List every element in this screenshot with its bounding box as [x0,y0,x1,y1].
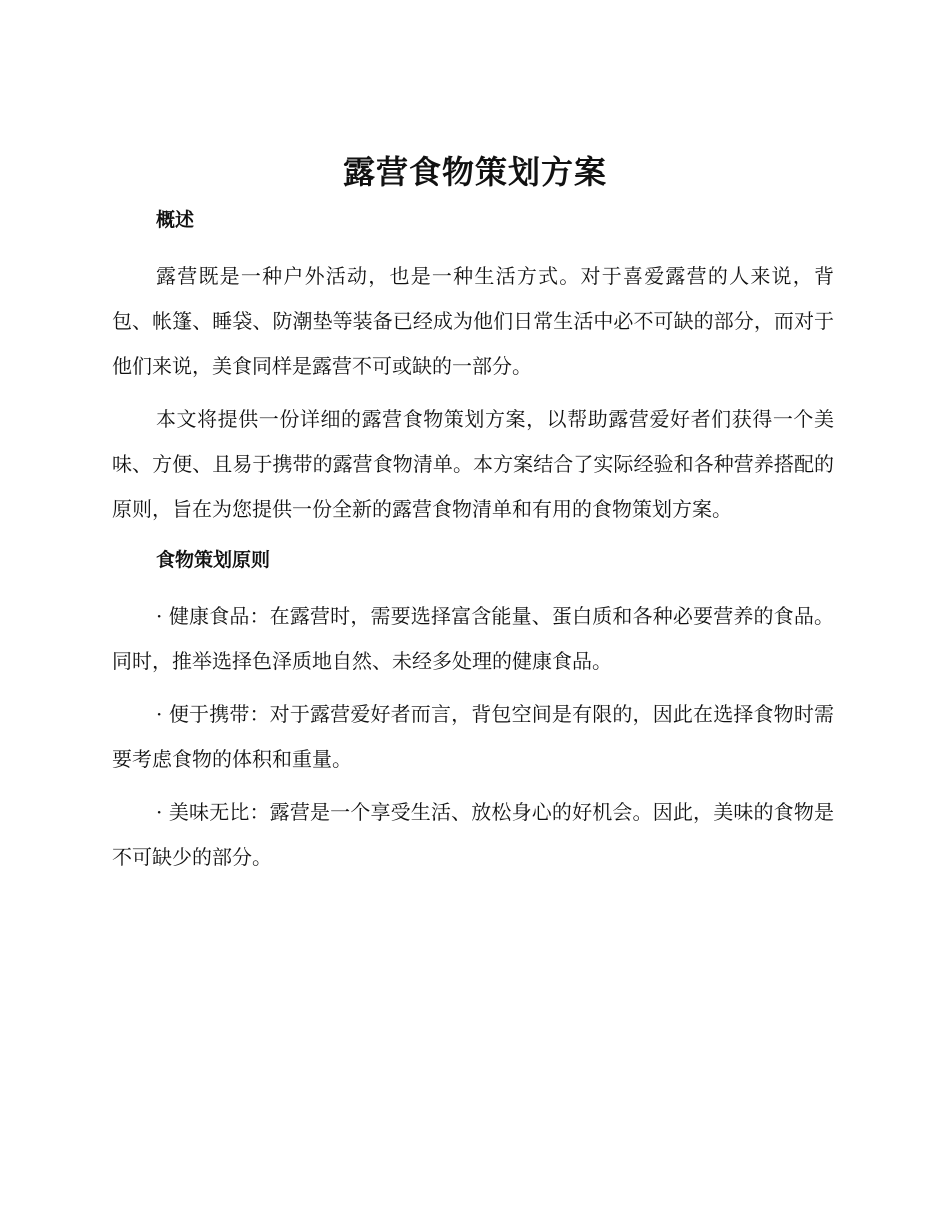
overview-paragraph-1: 露营既是一种户外活动，也是一种生活方式。对于喜爱露营的人来说，背包、帐篷、睡袋、防潮垫等装备已经成为他们日常生活中必不可缺的部分，而对于他们来说，美食同样是露营不可或缺的一部分。 [112,264,834,378]
section-heading-principles: 食物策划原则 [156,549,271,571]
principle-delicious: · 美味无比：露营是一个享受生活、放松身心的好机会。因此，美味的食物是不可缺少的部分。 [112,800,834,869]
principle-portable: · 便于携带：对于露营爱好者而言，背包空间是有限的，因此在选择食物时需要考虑食物的体积和重量。 [112,702,834,771]
section-heading-overview: 概述 [156,209,195,231]
document-title: 露营食物策划方案 [342,153,607,191]
principle-healthy-food: · 健康食品：在露营时，需要选择富含能量、蛋白质和各种必要营养的食品。同时，推举选择色泽质地自然、未经多处理的健康食品。 [112,604,834,673]
overview-paragraph-2: 本文将提供一份详细的露营食物策划方案，以帮助露营爱好者们获得一个美味、方便、且易于携带的露营食物清单。本方案结合了实际经验和各种营养搭配的原则，旨在为您提供一份全新的露营食物清单和有用的食物策划方案。 [112,407,834,521]
document-body [112,200,834,888]
